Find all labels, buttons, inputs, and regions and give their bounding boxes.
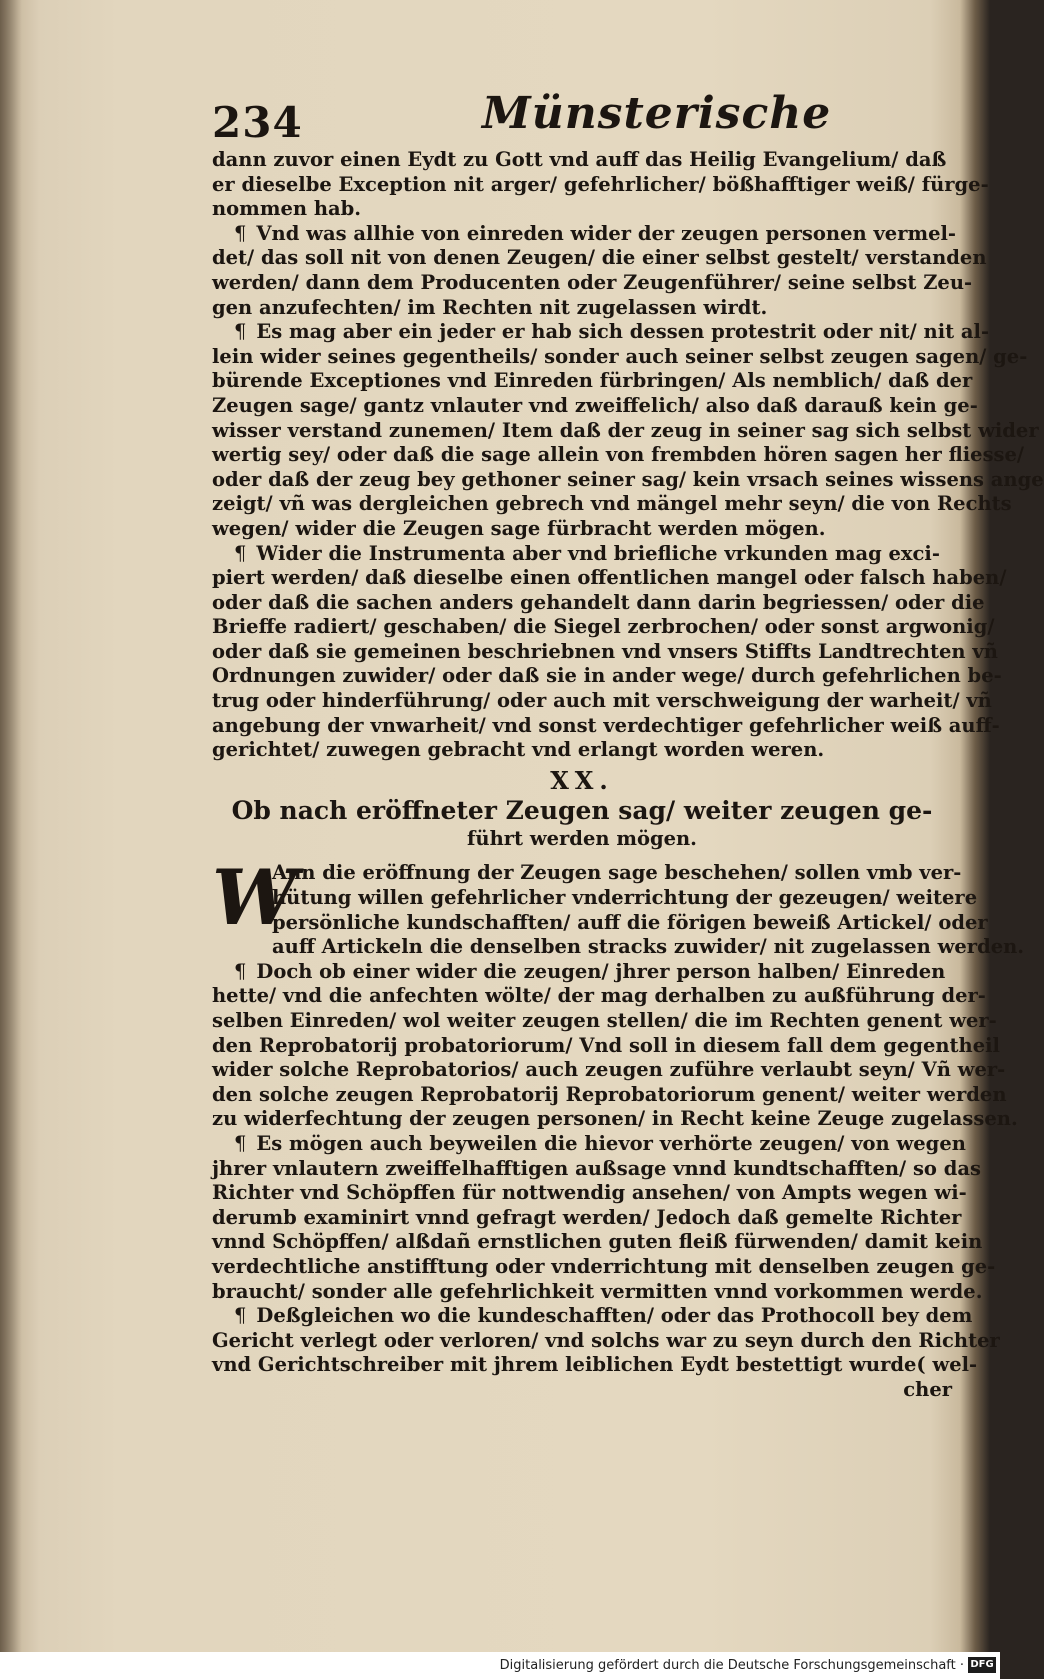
text-line — [212, 1304, 973, 1329]
paragraph-4 — [212, 541, 1007, 763]
paragraph-5 — [212, 853, 1025, 959]
paragraph-8 — [212, 1304, 1000, 1378]
pilcrow-icon: ¶ — [234, 320, 247, 344]
text-line-content: Wider die Instrumenta aber vnd briefliche vrkunden mag exci- — [256, 541, 940, 565]
text-line: gen anzufechten/ im Rechten nit zugelassen wirdt. — [212, 295, 768, 319]
binding-shadow — [0, 0, 22, 1652]
funding-credit: Digitalisierung gefördert durch die Deutsche Forschungsgemeinschaft · — [499, 1658, 964, 1673]
text-line — [212, 221, 957, 247]
text-line-content: Deßgleichen wo die kundeschafften/ oder das Prothocoll bey dem — [256, 1304, 973, 1328]
text-line: bürende Exceptiones vnd Einreden fürbringen/ Als nemblich/ daß der — [212, 369, 973, 393]
footer-bar — [0, 1652, 1000, 1679]
text-line: Gericht verlegt oder verloren/ vnd solchs war zu seyn durch den Richter — [212, 1328, 1000, 1352]
text-line: zu widerfechtung der zeugen personen/ in Recht keine Zeuge zugelassen. — [212, 1107, 1018, 1131]
dfg-logo: DFG — [968, 1657, 996, 1673]
text-line: den Reprobatorij probatoriorum/ Vnd soll in diesem fall dem gegentheil — [212, 1033, 1000, 1057]
text-line: vnnd Schöpffen/ alßdañ ernstlichen guten fleiß fürwenden/ damit kein — [212, 1230, 983, 1254]
text-line: persönliche kundschafften/ auff die förigen beweiß Artickel/ oder — [272, 910, 988, 934]
text-line: er dieselbe Exception nit arger/ gefehrlicher/ bößhafftiger weiß/ fürge- — [212, 172, 989, 196]
text-line: verdechtliche anstifftung oder vnderrichtung mit denselben zeugen ge- — [212, 1254, 996, 1278]
text-line-content: Doch ob einer wider die zeugen/ jhrer person halben/ Einreden — [256, 959, 946, 983]
section-number: XX. — [550, 765, 614, 795]
text-line — [212, 320, 990, 345]
text-line — [212, 1131, 966, 1157]
text-line: det/ das soll nit von denen Zeugen/ die einer selbst gestelt/ verstanden — [212, 246, 987, 270]
page-number: 234 — [212, 98, 303, 147]
pilcrow-icon: ¶ — [234, 959, 247, 983]
text-line: oder daß die sachen anders gehandelt dann darin begriessen/ oder die — [212, 590, 985, 614]
text-line: wisser verstand zunemen/ Item daß der zeug in seiner sag sich selbst wider — [212, 418, 1039, 442]
text-line: trug oder hinderführung/ oder auch mit verschweigung der warheit/ vñ — [212, 689, 992, 713]
running-title: Münsterische — [482, 88, 832, 139]
text-line: selben Einreden/ wol weiter zeugen stellen/ die im Rechten genent wer- — [212, 1009, 997, 1032]
text-line: zeigt/ vñ was dergleichen gebrech vnd mängel mehr seyn/ die von Rechts — [212, 492, 1012, 516]
text-line: hütung willen gefehrlicher vnderrichtung der gezeugen/ weitere — [272, 886, 978, 910]
paragraph-1 — [212, 148, 989, 222]
decorated-initial: W — [212, 853, 298, 943]
body-text — [212, 148, 1044, 1403]
pilcrow-icon: ¶ — [234, 221, 247, 245]
text-line: wegen/ wider die Zeugen sage fürbracht werden mögen. — [212, 516, 826, 540]
text-line-content: Es mag aber ein jeder er hab sich dessen protestrit oder nit/ nit al- — [256, 320, 990, 344]
section-title-line: Ob nach eröffneter Zeugen sag/ weiter zeugen ge- — [231, 796, 933, 826]
section-heading — [212, 797, 952, 853]
text-line: Brieffe radiert/ geschaben/ die Siegel zerbrochen/ oder sonst argwonig/ — [212, 615, 995, 639]
text-line: Zeugen sage/ gantz vnlauter vnd zweiffelich/ also daß darauß kein ge- — [212, 393, 978, 417]
paragraph-2 — [212, 221, 987, 320]
text-line: oder daß sie gemeinen beschriebnen vnd vnsers Stiffts Landtrechten vñ — [212, 639, 998, 663]
page-header — [212, 78, 952, 148]
page-content — [212, 78, 1044, 1403]
text-line: Ordnungen zuwider/ oder daß sie in ander wege/ durch gefehrlichen be- — [212, 664, 1002, 688]
text-line: Richter vnd Schöpffen für nottwendig ansehen/ von Ampts wegen wi- — [212, 1181, 967, 1205]
text-line: den solche zeugen Reprobatorij Reprobatoriorum genent/ weiter werden — [212, 1082, 1007, 1106]
text-line: piert werden/ daß dieselbe einen offentlichen mangel oder falsch haben/ — [212, 566, 1007, 590]
paragraph-3 — [212, 320, 1044, 541]
text-line: oder daß der zeug bey gethoner seiner sag/ kein vrsach seines wissens ange — [212, 467, 1044, 491]
catchword: cher — [903, 1377, 952, 1401]
pilcrow-icon: ¶ — [234, 541, 247, 565]
text-line: wider solche Reprobatorios/ auch zeugen zuführe verlaubt seyn/ Vñ wer- — [212, 1058, 1006, 1082]
text-line: angebung der vnwarheit/ vnd sonst verdechtiger gefehrlicher weiß auff- — [212, 713, 1000, 737]
text-line: nommen hab. — [212, 197, 362, 221]
paragraph-7 — [212, 1131, 996, 1304]
text-line: dann zuvor einen Eydt zu Gott vnd auff das Heilig Evangelium/ daß — [212, 148, 947, 171]
text-line: auff Artickeln die denselben stracks zuwider/ nit zugelassen werden. — [272, 935, 1025, 959]
text-line — [212, 960, 952, 985]
text-line: vnd Gerichtschreiber mit jhrem leiblichen Eydt bestettigt wurde( wel- — [212, 1353, 978, 1377]
pilcrow-icon: ¶ — [234, 1131, 247, 1155]
text-line: lein wider seines gegentheils/ sonder auch seiner selbst zeugen sagen/ ge- — [212, 344, 1028, 368]
text-line — [212, 542, 952, 567]
text-line: derumb examinirt vnnd gefragt werden/ Jedoch daß gemelte Richter — [212, 1205, 962, 1229]
text-line: hette/ vnd die anfechten wölte/ der mag derhalben zu außführung der- — [212, 984, 986, 1008]
text-line: braucht/ sonder alle gefehrlichkeit vermitten vnnd vorkommen werde. — [212, 1279, 983, 1303]
text-line: wertig sey/ oder daß die sage allein von frembden hören sagen her fliesse/ — [212, 443, 1025, 467]
text-line: Ann die eröffnung der Zeugen sage beschehen/ sollen vmb ver- — [272, 861, 962, 885]
paragraph-6 — [212, 959, 1018, 1132]
text-line: jhrer vnlautern zweiffelhafftigen außsage vnnd kundtschafften/ so das — [212, 1156, 981, 1180]
text-line: werden/ dann dem Producenten oder Zeugenführer/ seine selbst Zeu- — [212, 270, 973, 294]
text-line-content: Vnd was allhie von einreden wider der zeugen personen vermel- — [256, 221, 957, 245]
section-title-line: führt werden mögen. — [467, 827, 697, 851]
text-line-content: Es mögen auch beyweilen die hievor verhörte zeugen/ von wegen — [256, 1131, 966, 1155]
pilcrow-icon: ¶ — [234, 1304, 247, 1328]
text-line: gerichtet/ zuwegen gebracht vnd erlangt worden weren. — [212, 738, 825, 762]
